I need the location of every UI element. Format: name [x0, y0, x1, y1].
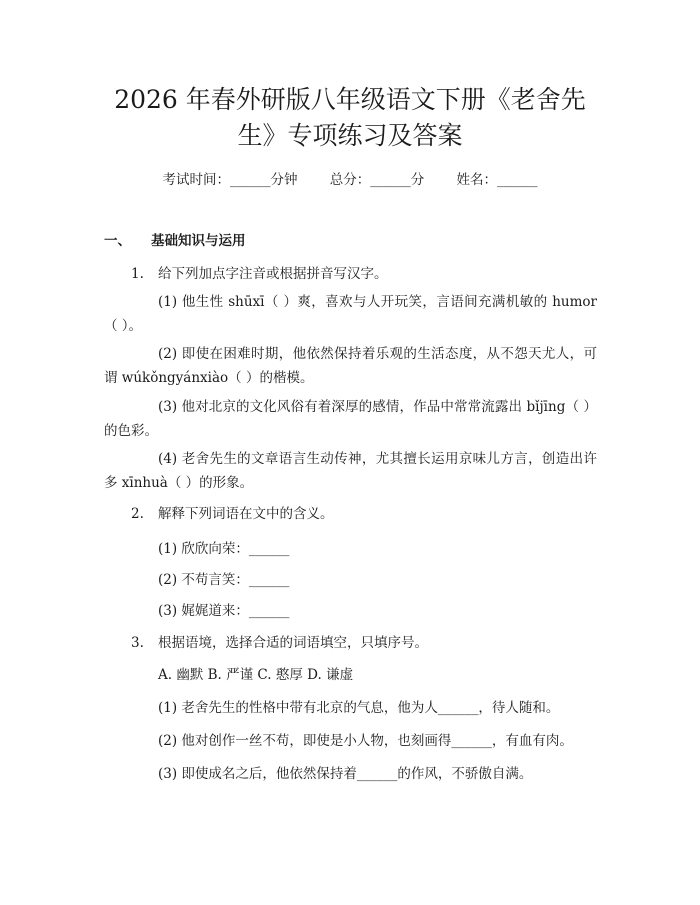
- exam-time-field: 考试时间：______分钟: [162, 172, 298, 188]
- title-line-1: 2026 年春外研版八年级语文下册《老舍先: [114, 85, 586, 114]
- total-score-field: 总分：______分: [329, 172, 425, 188]
- section-heading: [104, 229, 246, 249]
- question-1: [131, 262, 388, 282]
- question-number: 1.: [131, 266, 144, 282]
- q1-item-4: (4) 老舍先生的文章语言生动传神，尤其擅长运用京味儿方言，创造出许多 xīnhuà（ ）的形象。: [104, 451, 597, 491]
- q2-item-2: (2) 不苟言笑：______: [158, 572, 290, 588]
- q3-item-2: (2) 他对创作一丝不苟，即使是小人物，也刻画得______，有血有肉。: [158, 733, 573, 749]
- q1-item-3: (3) 他对北京的文化风俗有着深厚的感情，作品中常常流露出 bǐjīng（ ）的色彩。: [104, 399, 597, 439]
- question-3: [131, 631, 428, 651]
- q3-item-1: (1) 老舍先生的性格中带有北京的气息，他为人______，待人随和。: [158, 700, 560, 716]
- section-number: 一、: [104, 233, 131, 249]
- question-prompt: 给下列加点字注音或根据拼音写汉字。: [158, 266, 388, 282]
- q1-item-2: (2) 即使在困难时期，他依然保持着乐观的生活态度，从不怨天尤人，可谓 wúkǒngyánxiào（ ）的楷模。: [104, 346, 597, 386]
- section-title: 基础知识与运用: [151, 233, 246, 249]
- question-2: [131, 502, 334, 522]
- question-number: 2.: [131, 506, 144, 522]
- title-line-2: 生》专项练习及答案: [237, 121, 463, 150]
- q2-item-1: (1) 欣欣向荣：______: [158, 541, 290, 557]
- exam-info: [0, 168, 700, 188]
- question-prompt: 根据语境，选择合适的词语填空，只填序号。: [158, 635, 428, 651]
- student-name-field: 姓名：______: [456, 172, 538, 188]
- document-title: [0, 82, 700, 154]
- q3-options: A. 幽默 B. 严谨 C. 憨厚 D. 谦虚: [158, 667, 354, 683]
- q3-item-3: (3) 即使成名之后，他依然保持着______的作风，不骄傲自满。: [158, 766, 533, 782]
- question-prompt: 解释下列词语在文中的含义。: [158, 506, 334, 522]
- question-number: 3.: [131, 635, 144, 651]
- q2-item-3: (3) 娓娓道来：______: [158, 603, 290, 619]
- q1-item-1: (1) 他生性 shūxī（ ）爽，喜欢与人开玩笑，言语间充满机敏的 humor（ ）。: [104, 294, 597, 334]
